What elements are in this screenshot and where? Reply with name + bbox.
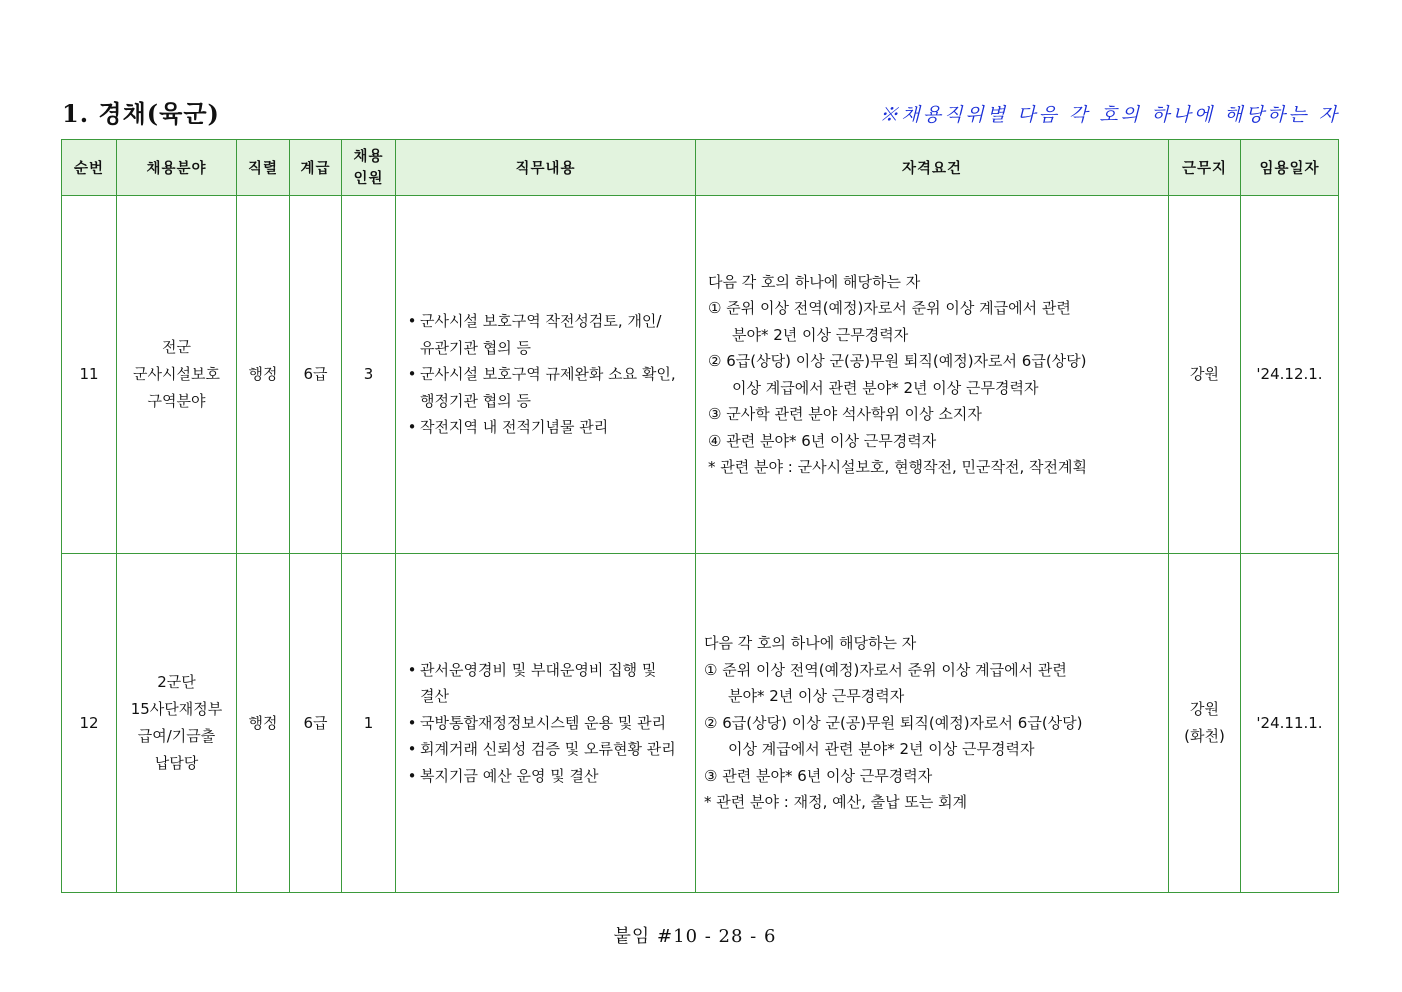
cell-duties [396, 554, 696, 893]
duty-item: • 회계거래 신뢰성 검증 및 오류현황 관리 [404, 736, 689, 763]
qualification-item: ② 6급(상당) 이상 군(공)무원 퇴직(예정)자로서 6급(상당) [708, 352, 1087, 370]
header-headcount [342, 140, 396, 196]
header-field: 채용분야 [117, 140, 237, 196]
cell-seq: 11 [62, 196, 117, 554]
field-line: 전군 [162, 338, 191, 356]
header-duties: 직무내용 [396, 140, 696, 196]
duty-item: • 군사시설 보호구역 작전성검토, 개인/유관기관 협의 등 [404, 308, 689, 361]
field-line: 15사단재정부 [130, 700, 223, 718]
header-qualifications: 자격요건 [696, 140, 1169, 196]
header-appointment: 임용일자 [1241, 140, 1339, 196]
location-line: (화천) [1184, 727, 1225, 745]
qualification-footnote: * 관련 분야 : 재정, 예산, 출납 또는 회계 [704, 793, 968, 812]
header-series: 직렬 [237, 140, 290, 196]
cell-seq: 12 [62, 554, 117, 893]
header-row [62, 140, 1339, 196]
duties-list [404, 657, 689, 790]
qualification-item-cont: 분야* 2년 이상 근무경력자 [728, 687, 905, 706]
qualification-item-cont: 분야* 2년 이상 근무경력자 [732, 325, 909, 344]
field-line: 2군단 [157, 673, 196, 691]
duty-item: • 군사시설 보호구역 규제완화 소요 확인, 행정기관 협의 등 [404, 361, 689, 414]
duty-item: • 국방통합재정정보시스템 운용 및 관리 [404, 710, 689, 737]
cell-duties [396, 196, 696, 554]
header-seq: 순번 [62, 140, 117, 196]
bullet-icon: • [407, 766, 417, 785]
header-grade: 계급 [290, 140, 342, 196]
cell-headcount: 1 [342, 554, 396, 893]
qualification-item: ④ 관련 분야* 6년 이상 근무경력자 [708, 431, 937, 450]
duties-list [404, 308, 689, 441]
qualification-item: ② 6급(상당) 이상 군(공)무원 퇴직(예정)자로서 6급(상당) [704, 713, 1083, 732]
qualification-intro: 다음 각 호의 하나에 해당하는 자 [708, 272, 921, 291]
field-line: 구역분야 [147, 392, 206, 410]
qualification-item: ③ 군사학 관련 분야 석사학위 이상 소지자 [708, 405, 982, 423]
cell-grade: 6급 [290, 196, 342, 554]
duty-item: • 작전지역 내 전적기념물 관리 [404, 414, 689, 441]
bullet-icon: • [407, 740, 417, 759]
recruitment-table [61, 139, 1339, 893]
cell-qualifications [696, 196, 1169, 554]
cell-appointment: '24.12.1. [1241, 196, 1339, 554]
field-line: 급여/기금출 [137, 727, 216, 745]
field-line: 납담당 [154, 754, 199, 772]
cell-location [1169, 196, 1241, 554]
table-row [62, 554, 1339, 893]
cell-appointment: '24.11.1. [1241, 554, 1339, 893]
eligibility-note: ※채용직위별 다음 각 호의 하나에 해당하는 자 [879, 104, 1340, 126]
duty-item: • 관서운영경비 및 부대운영비 집행 및 결산 [404, 657, 689, 710]
cell-field [117, 554, 237, 893]
qualification-item: ① 준위 이상 전역(예정)자로서 준위 이상 계급에서 관련 [704, 660, 1067, 679]
header-location: 근무지 [1169, 140, 1241, 196]
cell-series: 행정 [237, 196, 290, 554]
qualification-footnote: * 관련 분야 : 군사시설보호, 현행작전, 민군작전, 작전계획 [708, 458, 1088, 476]
bullet-icon: • [407, 418, 417, 437]
bullet-icon: • [407, 312, 417, 331]
qualification-item: ① 준위 이상 전역(예정)자로서 준위 이상 계급에서 관련 [708, 299, 1071, 317]
section-title: 1. 경채(육군) [62, 99, 220, 128]
cell-series: 행정 [237, 554, 290, 893]
cell-qualifications [696, 554, 1169, 893]
table-row [62, 196, 1339, 554]
header-headcount-line2: 인원 [353, 170, 384, 187]
duty-item: • 복지기금 예산 운영 및 결산 [404, 763, 689, 790]
cell-field [117, 196, 237, 554]
bullet-icon: • [407, 365, 417, 384]
cell-location [1169, 554, 1241, 893]
location-line: 강원 [1190, 700, 1219, 718]
cell-headcount: 3 [342, 196, 396, 554]
qualification-intro: 다음 각 호의 하나에 해당하는 자 [704, 634, 917, 653]
page-footer: 붙임 #10 - 28 - 6 [613, 926, 777, 947]
header-headcount-line1: 채용 [353, 148, 384, 165]
qualification-item-cont: 이상 계급에서 관련 분야* 2년 이상 근무경력자 [732, 378, 1039, 397]
bullet-icon: • [407, 660, 417, 679]
qualification-item: ③ 관련 분야* 6년 이상 근무경력자 [704, 766, 933, 785]
qualification-item-cont: 이상 계급에서 관련 분야* 2년 이상 근무경력자 [728, 740, 1035, 759]
field-line: 군사시설보호 [133, 365, 220, 383]
location-line: 강원 [1190, 365, 1219, 383]
bullet-icon: • [407, 713, 417, 732]
cell-grade: 6급 [290, 554, 342, 893]
